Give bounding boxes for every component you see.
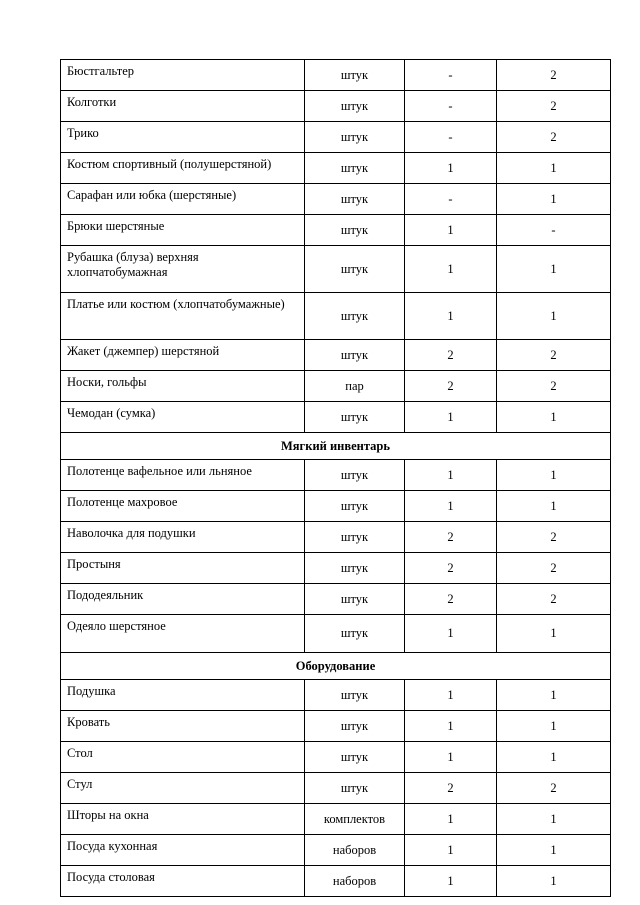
quantity-a-cell: 1 <box>405 680 497 711</box>
table-row <box>61 184 611 215</box>
unit-cell: штук <box>305 742 405 773</box>
quantity-b-cell: 2 <box>497 553 611 584</box>
quantity-b-cell: 1 <box>497 402 611 433</box>
item-name-cell: Полотенце махровое <box>61 491 305 522</box>
unit-cell: штук <box>305 60 405 91</box>
quantity-a-cell: - <box>405 60 497 91</box>
quantity-a-cell: 1 <box>405 835 497 866</box>
table-row <box>61 293 611 340</box>
quantity-a-cell: 1 <box>405 615 497 653</box>
unit-cell: комплектов <box>305 804 405 835</box>
item-name-cell: Наволочка для подушки <box>61 522 305 553</box>
unit-cell: штук <box>305 773 405 804</box>
quantity-a-cell: 2 <box>405 773 497 804</box>
unit-cell: штук <box>305 184 405 215</box>
table-row <box>61 340 611 371</box>
table-row <box>61 866 611 897</box>
item-name-cell: Подушка <box>61 680 305 711</box>
quantity-b-cell: 1 <box>497 680 611 711</box>
item-name-cell: Полотенце вафельное или льняное <box>61 460 305 491</box>
unit-cell: штук <box>305 680 405 711</box>
unit-cell: штук <box>305 340 405 371</box>
item-name-cell: Рубашка (блуза) верхняя хлопчатобумажная <box>61 246 305 293</box>
quantity-a-cell: - <box>405 184 497 215</box>
quantity-b-cell: 1 <box>497 711 611 742</box>
quantity-b-cell: 1 <box>497 491 611 522</box>
item-name-cell: Простыня <box>61 553 305 584</box>
section-title: Оборудование <box>61 653 611 680</box>
unit-cell: штук <box>305 246 405 293</box>
quantity-a-cell: 1 <box>405 866 497 897</box>
table-row <box>61 122 611 153</box>
quantity-b-cell: - <box>497 215 611 246</box>
item-name-cell: Кровать <box>61 711 305 742</box>
table-row <box>61 680 611 711</box>
unit-cell: наборов <box>305 835 405 866</box>
unit-cell: штук <box>305 153 405 184</box>
quantity-a-cell: 1 <box>405 402 497 433</box>
quantity-b-cell: 1 <box>497 804 611 835</box>
quantity-b-cell: 2 <box>497 773 611 804</box>
quantity-a-cell: - <box>405 122 497 153</box>
item-name-cell: Бюстгальтер <box>61 60 305 91</box>
quantity-b-cell: 2 <box>497 522 611 553</box>
item-name-cell: Посуда кухонная <box>61 835 305 866</box>
item-name-cell: Одеяло шерстяное <box>61 615 305 653</box>
section-title: Мягкий инвентарь <box>61 433 611 460</box>
inventory-table <box>60 59 611 897</box>
table-row <box>61 615 611 653</box>
quantity-b-cell: 2 <box>497 60 611 91</box>
unit-cell: наборов <box>305 866 405 897</box>
item-name-cell: Посуда столовая <box>61 866 305 897</box>
quantity-a-cell: 1 <box>405 153 497 184</box>
quantity-b-cell: 2 <box>497 371 611 402</box>
item-name-cell: Трико <box>61 122 305 153</box>
table-row <box>61 584 611 615</box>
table-row <box>61 491 611 522</box>
unit-cell: штук <box>305 711 405 742</box>
item-name-cell: Шторы на окна <box>61 804 305 835</box>
table-row <box>61 742 611 773</box>
table-row <box>61 60 611 91</box>
item-name-cell: Платье или костюм (хлопчатобумажные) <box>61 293 305 340</box>
item-name-cell: Стол <box>61 742 305 773</box>
item-name-cell: Сарафан или юбка (шерстяные) <box>61 184 305 215</box>
quantity-a-cell: 2 <box>405 522 497 553</box>
table-row <box>61 460 611 491</box>
unit-cell: пар <box>305 371 405 402</box>
table-row <box>61 402 611 433</box>
unit-cell: штук <box>305 522 405 553</box>
table-row <box>61 153 611 184</box>
table-row <box>61 371 611 402</box>
unit-cell: штук <box>305 293 405 340</box>
unit-cell: штук <box>305 402 405 433</box>
table-row <box>61 522 611 553</box>
quantity-a-cell: 1 <box>405 804 497 835</box>
quantity-a-cell: 1 <box>405 293 497 340</box>
table-row <box>61 553 611 584</box>
table-row <box>61 835 611 866</box>
unit-cell: штук <box>305 122 405 153</box>
quantity-a-cell: - <box>405 91 497 122</box>
quantity-b-cell: 1 <box>497 866 611 897</box>
quantity-a-cell: 2 <box>405 371 497 402</box>
quantity-a-cell: 1 <box>405 460 497 491</box>
quantity-a-cell: 1 <box>405 711 497 742</box>
quantity-b-cell: 2 <box>497 91 611 122</box>
unit-cell: штук <box>305 215 405 246</box>
quantity-a-cell: 1 <box>405 491 497 522</box>
unit-cell: штук <box>305 91 405 122</box>
section-header-row <box>61 653 611 680</box>
quantity-b-cell: 1 <box>497 293 611 340</box>
section-header-row <box>61 433 611 460</box>
unit-cell: штук <box>305 615 405 653</box>
quantity-b-cell: 1 <box>497 615 611 653</box>
quantity-a-cell: 2 <box>405 553 497 584</box>
quantity-a-cell: 1 <box>405 742 497 773</box>
table-row <box>61 804 611 835</box>
quantity-b-cell: 1 <box>497 184 611 215</box>
table-row <box>61 215 611 246</box>
item-name-cell: Колготки <box>61 91 305 122</box>
unit-cell: штук <box>305 584 405 615</box>
item-name-cell: Брюки шерстяные <box>61 215 305 246</box>
item-name-cell: Носки, гольфы <box>61 371 305 402</box>
unit-cell: штук <box>305 553 405 584</box>
quantity-a-cell: 1 <box>405 215 497 246</box>
item-name-cell: Костюм спортивный (полушерстяной) <box>61 153 305 184</box>
unit-cell: штук <box>305 491 405 522</box>
quantity-b-cell: 1 <box>497 835 611 866</box>
inventory-table-body <box>61 60 611 897</box>
quantity-b-cell: 1 <box>497 742 611 773</box>
quantity-a-cell: 2 <box>405 340 497 371</box>
quantity-b-cell: 1 <box>497 460 611 491</box>
quantity-a-cell: 1 <box>405 246 497 293</box>
table-row <box>61 711 611 742</box>
quantity-b-cell: 1 <box>497 153 611 184</box>
table-row <box>61 246 611 293</box>
item-name-cell: Стул <box>61 773 305 804</box>
quantity-b-cell: 1 <box>497 246 611 293</box>
table-row <box>61 773 611 804</box>
item-name-cell: Пододеяльник <box>61 584 305 615</box>
quantity-a-cell: 2 <box>405 584 497 615</box>
quantity-b-cell: 2 <box>497 584 611 615</box>
quantity-b-cell: 2 <box>497 122 611 153</box>
unit-cell: штук <box>305 460 405 491</box>
table-row <box>61 91 611 122</box>
item-name-cell: Жакет (джемпер) шерстяной <box>61 340 305 371</box>
item-name-cell: Чемодан (сумка) <box>61 402 305 433</box>
quantity-b-cell: 2 <box>497 340 611 371</box>
